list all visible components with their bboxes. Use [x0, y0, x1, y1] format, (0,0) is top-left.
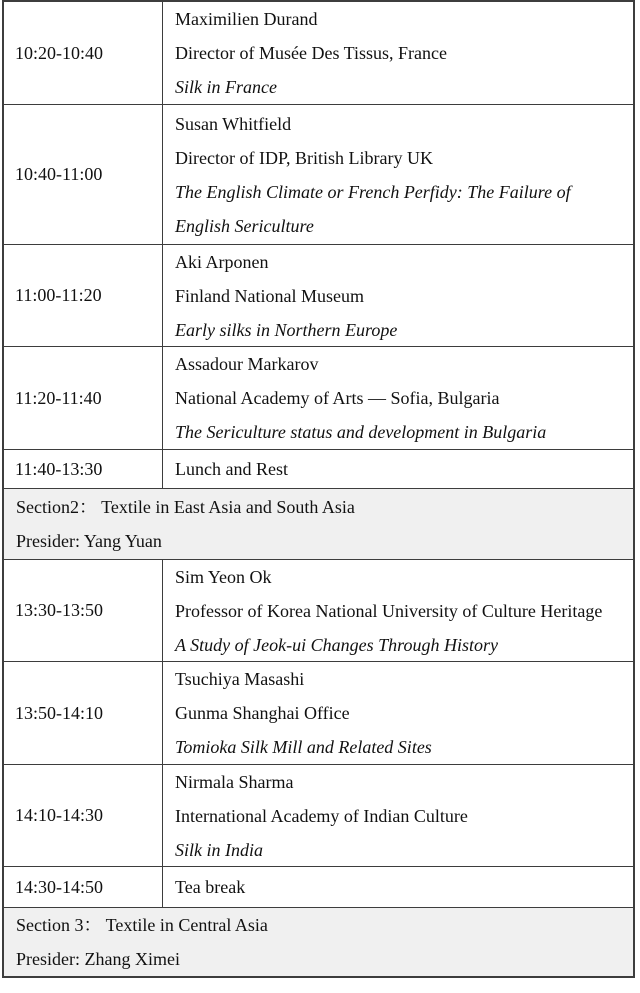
break-details: [163, 867, 633, 907]
speaker-affiliation: Director of IDP, British Library UK: [175, 147, 433, 168]
talk-title: Silk in France: [175, 77, 277, 97]
speaker-affiliation: Finland National Museum: [175, 285, 364, 306]
section-banner: [4, 488, 633, 559]
time-slot: 11:40-13:30: [4, 450, 163, 488]
break-row: [4, 449, 633, 488]
session-details: [163, 662, 633, 764]
time-slot: 10:40-11:00: [4, 105, 163, 244]
time-slot: 11:00-11:20: [4, 245, 163, 346]
talk-title: The Sericulture status and development in Bulgaria: [175, 422, 547, 442]
speaker-name: Maximilien Durand: [175, 9, 318, 29]
break-row: [4, 866, 633, 907]
time-slot: 14:10-14:30: [4, 765, 163, 866]
talk-title: Tomioka Silk Mill and Related Sites: [175, 737, 432, 757]
time-slot: 13:30-13:50: [4, 560, 163, 661]
break-details: [163, 450, 633, 488]
time-slot: 14:30-14:50: [4, 867, 163, 907]
speaker-affiliation: International Academy of Indian Culture: [175, 805, 468, 826]
schedule-row: [4, 2, 633, 104]
schedule-row: [4, 244, 633, 346]
speaker-name: Tsuchiya Masashi: [175, 669, 305, 689]
session-details: [163, 245, 633, 346]
speaker-name: Sim Yeon Ok: [175, 566, 272, 587]
break-label: Tea break: [175, 877, 246, 897]
speaker-name: Susan Whitfield: [175, 113, 292, 134]
section-presider: Presider: Yang Yuan: [16, 531, 162, 551]
speaker-affiliation: Professor of Korea National University of Culture Heritage: [175, 600, 603, 621]
session-details: [163, 765, 633, 866]
conference-schedule-table: [2, 0, 635, 978]
section-presider: Presider: Zhang Ximei: [16, 949, 180, 969]
talk-title: A Study of Jeok-ui Changes Through History: [175, 634, 498, 655]
talk-title: Early silks in Northern Europe: [175, 319, 398, 340]
section-banner: [4, 907, 633, 976]
session-details: [163, 347, 633, 449]
schedule-row: [4, 661, 633, 764]
speaker-name: Aki Arponen: [175, 251, 269, 272]
session-details: [163, 105, 633, 244]
talk-title: The English Climate or French Perfidy: The Failure of English Sericulture: [175, 181, 571, 236]
speaker-affiliation: Gunma Shanghai Office: [175, 703, 350, 723]
schedule-row: [4, 104, 633, 244]
section-heading: Section 3： Textile in Central Asia: [16, 915, 268, 935]
schedule-row: [4, 559, 633, 661]
time-slot: 10:20-10:40: [4, 2, 163, 104]
talk-title: Silk in India: [175, 839, 263, 860]
time-slot: 11:20-11:40: [4, 347, 163, 449]
session-details: [163, 2, 633, 104]
session-details: [163, 560, 633, 661]
speaker-name: Nirmala Sharma: [175, 771, 294, 792]
speaker-affiliation: National Academy of Arts — Sofia, Bulgaria: [175, 388, 500, 408]
schedule-row: [4, 764, 633, 866]
schedule-row: [4, 346, 633, 449]
break-label: Lunch and Rest: [175, 459, 288, 479]
speaker-name: Assadour Markarov: [175, 354, 319, 374]
time-slot: 13:50-14:10: [4, 662, 163, 764]
section-heading: Section2： Textile in East Asia and South Asia: [16, 497, 355, 517]
speaker-affiliation: Director of Musée Des Tissus, France: [175, 43, 447, 63]
